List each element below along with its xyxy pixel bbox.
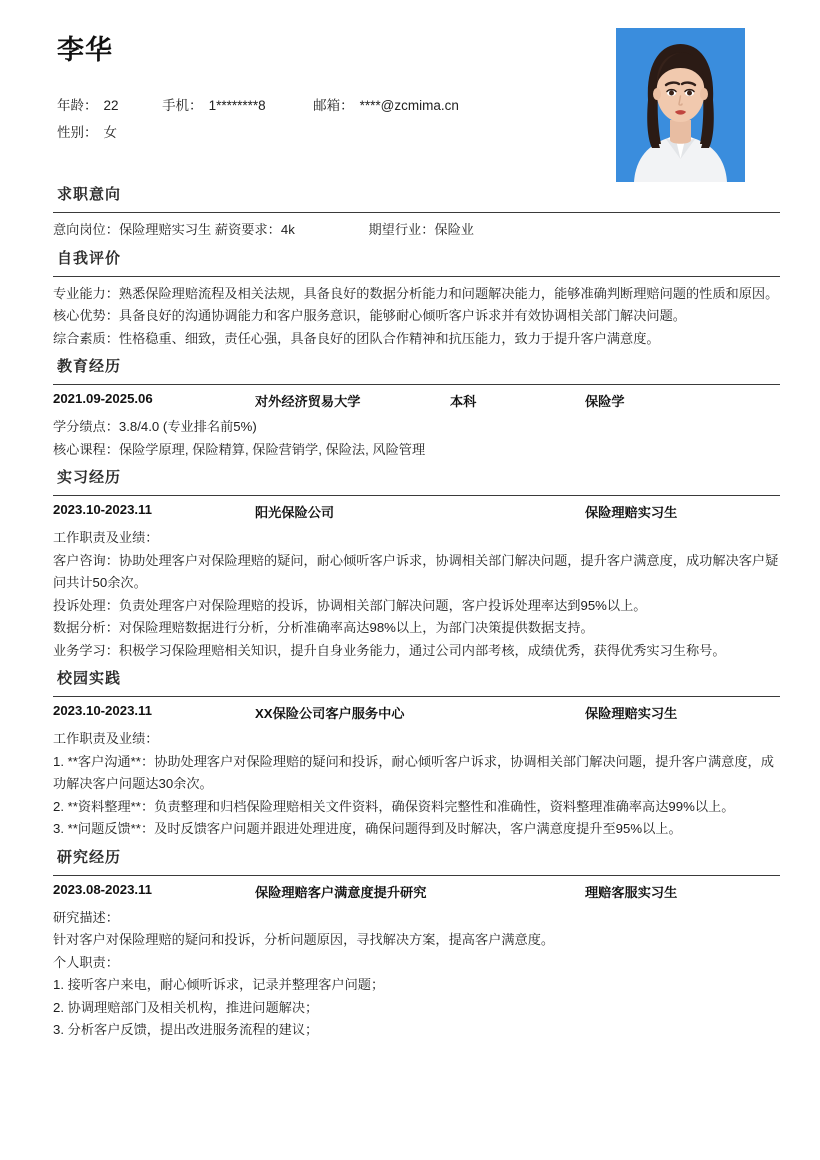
research-desc-text: 针对客户对保险理赔的疑问和投诉，分析问题原因，寻找解决方案，提高客户满意度。: [53, 932, 555, 947]
education-date: 2021.09-2025.06: [53, 391, 153, 406]
education-body: [53, 391, 780, 461]
education-courses: 核心课程：保险学原理, 保险精算, 保险营销学, 保险法, 风险管理: [53, 441, 426, 457]
portrait-illustration: [616, 28, 745, 182]
research-project: 保险理赔客户满意度提升研究: [255, 884, 427, 900]
internship-bullet: 业务学习：积极学习保险理赔相关知识，提升自身业务能力，通过公司内部考核，成绩优秀，获得优秀实习生称号。: [53, 642, 726, 658]
campus-entry-header: [53, 703, 780, 726]
internship-body: [53, 502, 780, 662]
industry-label: 期望行业：: [368, 222, 435, 237]
internship-bullet: 数据分析：对保险理赔数据进行分析，分析准确率高达98%以上，为部门决策提供数据支持。: [53, 620, 594, 635]
education-entry-header: [53, 391, 780, 414]
campus-subheading: 工作职责及业绩：: [53, 731, 159, 746]
education-major: 保险学: [585, 394, 625, 409]
section-education: [40, 354, 780, 461]
campus-bullet: 1. **客户沟通**：协助处理客户对保险理赔的疑问和投诉，耐心倾听客户诉求，协调相关部门解决问题，提升客户满意度，成功解决客户问题达30余次。: [53, 753, 774, 791]
phone-label: 手机：: [162, 98, 203, 113]
research-duty: 1. 接听客户来电，耐心倾听诉求，记录并整理客户问题；: [53, 977, 385, 992]
campus-bullet: 3. **问题反馈**：及时反馈客户问题并跟进处理进度，确保问题得到及时解决，客户满意度提升至95%以上。: [53, 821, 682, 836]
section-title-internship: 实习经历: [57, 469, 122, 486]
candidate-photo: [616, 28, 745, 182]
section-title-education: 教育经历: [57, 358, 122, 375]
education-details: [53, 416, 780, 461]
section-divider: [53, 212, 780, 213]
section-job-intent: [40, 182, 780, 242]
education-degree: 本科: [450, 394, 477, 409]
education-gpa: 学分绩点：3.8/4.0 (专业排名前5%): [53, 419, 257, 434]
research-date: 2023.08-2023.11: [53, 881, 153, 897]
section-internship: [40, 465, 780, 662]
section-title-self-evaluation: 自我评价: [57, 249, 122, 267]
section-divider: [53, 875, 780, 876]
email-label: 邮箱：: [313, 98, 354, 113]
internship-date: 2023.10-2023.11: [53, 502, 153, 517]
education-school: 对外经济贸易大学: [255, 394, 361, 409]
resume-header: [40, 0, 780, 178]
age-field: [57, 92, 119, 119]
self-eval-line: 综合素质：性格稳重、细致，责任心强，具备良好的团队合作精神和抗压能力，致力于提升客户满意度。: [53, 330, 660, 346]
campus-date: 2023.10-2023.11: [53, 703, 153, 718]
campus-org: XX保险公司客户服务中心: [255, 706, 405, 721]
phone-field: [162, 92, 266, 119]
section-divider: [53, 384, 780, 385]
research-duty: 3. 分析客户反馈，提出改进服务流程的建议；: [53, 1022, 319, 1037]
research-entry-header: [53, 882, 780, 905]
industry-value: 保险业: [434, 222, 474, 237]
internship-role: 保险理赔实习生: [585, 505, 678, 520]
campus-details: [53, 728, 780, 841]
section-self-evaluation: [40, 246, 780, 351]
internship-details: [53, 527, 780, 662]
self-evaluation-body: [53, 283, 780, 351]
section-campus-practice: [40, 666, 780, 841]
section-title-campus-practice: 校园实践: [57, 670, 122, 687]
self-eval-line: 专业能力：熟悉保险理赔流程及相关法规，具备良好的数据分析能力和问题解决能力，能够准确判断理赔问题的性质和原因。: [53, 285, 779, 301]
salary-label: 薪资要求：: [214, 222, 281, 237]
internship-bullet: 投诉处理：负责处理客户对保险理赔的投诉，协调相关部门解决问题，客户投诉处理率达到95%以上。: [53, 597, 647, 613]
gender-value: 女: [103, 125, 117, 140]
job-intent-row: [53, 219, 780, 242]
age-value: 22: [103, 98, 119, 113]
internship-bullet: 客户咨询：协助处理客户对保险理赔的疑问，耐心倾听客户诉求，协调相关部门解决问题，提升客户满意度，成功解决客户疑问共计50余次。: [53, 552, 779, 590]
internship-company: 阳光保险公司: [255, 505, 335, 520]
email-value: ****@zcmima.cn: [359, 98, 459, 113]
section-title-job-intent: 求职意向: [57, 186, 122, 203]
campus-role: 保险理赔实习生: [585, 706, 678, 721]
section-divider: [53, 696, 780, 697]
campus-bullet: 2. **资料整理**：负责整理和归档保险理赔相关文件资料，确保资料完整性和准确性，资料整理准确率高达99%以上。: [53, 798, 735, 814]
research-details: [53, 907, 780, 1042]
salary-value: 4k: [280, 222, 295, 237]
internship-entry-header: [53, 502, 780, 525]
intended-position-label: 意向岗位：: [53, 222, 119, 237]
research-body: [53, 882, 780, 1042]
age-label: 年龄：: [57, 98, 98, 113]
gender-field: [57, 119, 117, 146]
section-title-research: 研究经历: [57, 848, 122, 866]
intended-position-value: 保险理赔实习生: [118, 222, 212, 237]
phone-value: 1********8: [208, 98, 266, 113]
section-divider: [53, 276, 780, 277]
campus-practice-body: [53, 703, 780, 841]
research-role: 理赔客服实习生: [585, 884, 678, 900]
internship-subheading: 工作职责及业绩：: [53, 530, 159, 545]
self-eval-line: 核心优势：具备良好的沟通协调能力和客户服务意识，能够耐心倾听客户诉求并有效协调相关部门解决问题。: [53, 308, 686, 323]
section-divider: [53, 495, 780, 496]
gender-label: 性别：: [57, 125, 98, 140]
email-field: [313, 92, 459, 119]
candidate-name: 李华: [57, 35, 113, 65]
job-intent-body: [53, 219, 780, 242]
research-duty-heading: 个人职责：: [53, 954, 119, 970]
section-research: [40, 845, 780, 1042]
research-duty: 2. 协调理赔部门及相关机构，推进问题解决；: [53, 999, 319, 1015]
research-desc-heading: 研究描述：: [53, 909, 119, 925]
